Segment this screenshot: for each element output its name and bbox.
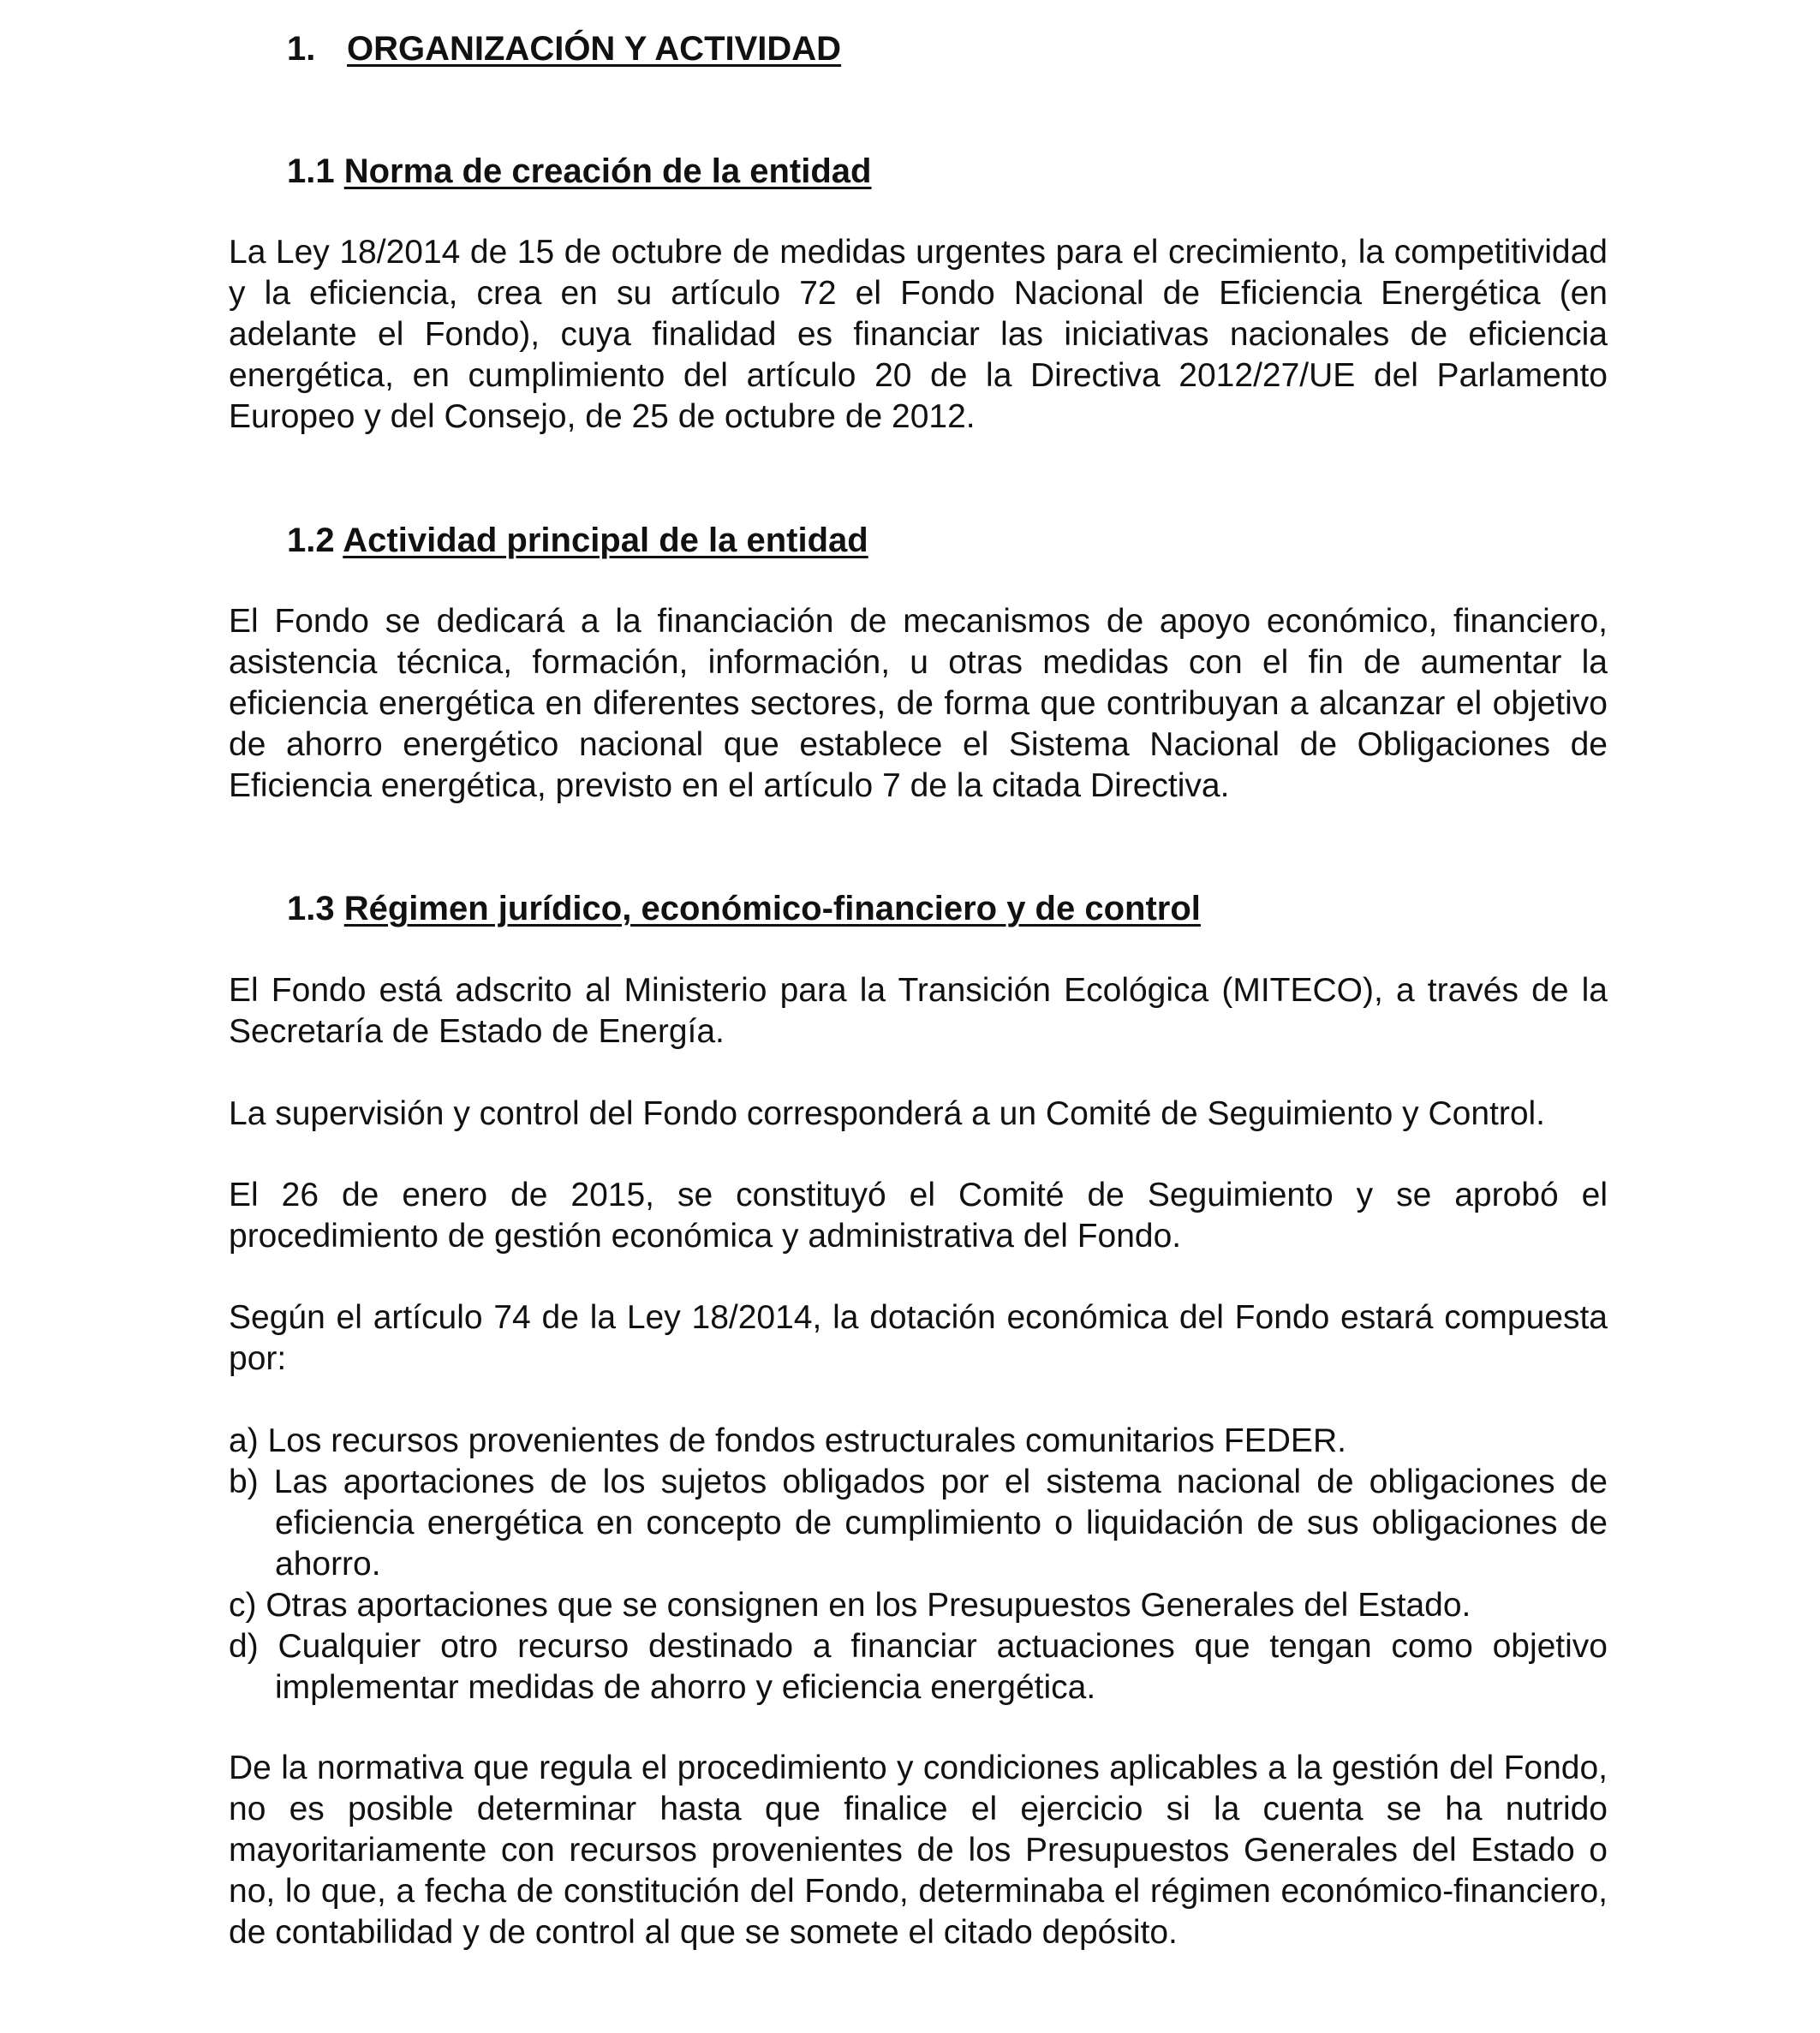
list-item: a) Los recursos provenientes de fondos estructurales comunitarios FEDER. xyxy=(229,1422,1346,1459)
subsection-1-1-heading xyxy=(287,151,871,192)
subsection-1-2-title: Actividad principal de la entidad xyxy=(343,522,868,559)
list-item: d) Cualquier otro recurso destinado a financiar actuaciones que tengan como objetivo implementar medidas de ahorro y eficiencia energética. xyxy=(229,1628,1608,1706)
subsection-1-1-number: 1.1 xyxy=(287,152,335,190)
subsection-1-3-paragraph-1: El Fondo está adscrito al Ministerio para la Transición Ecológica (MITECO), a través de la Secretaría de Estado de Energía. xyxy=(229,972,1608,1050)
subsection-1-3-title: Régimen jurídico, económico-financiero y de control xyxy=(343,890,1201,927)
funding-sources-list xyxy=(229,1421,1608,1708)
subsection-1-2-heading xyxy=(287,520,868,561)
subsection-1-3-paragraph-3: El 26 de enero de 2015, se constituyó el Comité de Seguimiento y se aprobó el procedimiento de gestión económica y administrativa del Fondo. xyxy=(229,1177,1608,1255)
subsection-1-3-paragraph-2: La supervisión y control del Fondo corresponderá a un Comité de Seguimiento y Control. xyxy=(229,1095,1546,1132)
section-heading xyxy=(287,28,841,69)
subsection-1-3-heading xyxy=(287,888,1201,929)
subsection-1-1-title: Norma de creación de la entidad xyxy=(343,152,872,190)
section-title: ORGANIZACIÓN Y ACTIVIDAD xyxy=(347,30,842,68)
subsection-1-1-paragraph: La Ley 18/2014 de 15 de octubre de medidas urgentes para el crecimiento, la competitividad y la eficiencia, crea en su artículo 72 el Fondo Nacional de Eficiencia Energética (en adelante el Fondo), cuya finalidad es financiar las iniciativas nacionales de eficiencia energética, en cumplimiento del artículo 20 de la Directiva 2012/27/UE del Parlamento Europeo y del Consejo, de 25 de octubre de 2012. xyxy=(229,234,1608,435)
subsection-1-3-paragraph-4: Según el artículo 74 de la Ley 18/2014, la dotación económica del Fondo estará compuesta por: xyxy=(229,1299,1608,1377)
list-item: b) Las aportaciones de los sujetos obligados por el sistema nacional de obligaciones de eficiencia energética en concepto de cumplimiento o liquidación de sus obligaciones de ahorro. xyxy=(229,1464,1608,1583)
subsection-1-3-paragraph-5: De la normativa que regula el procedimiento y condiciones aplicables a la gestión del Fondo, no es posible determinar hasta que finalice el ejercicio si la cuenta se ha nutrido mayoritariamente con recursos provenientes de los Presupuestos Generales del Estado o no, lo que, a fecha de constitución del Fondo, determinaba el régimen económico-financiero, de contabilidad y de control al que se somete el citado depósito. xyxy=(229,1750,1608,1951)
subsection-1-2-number: 1.2 xyxy=(287,522,335,559)
section-number: 1. xyxy=(287,30,316,68)
list-item: c) Otras aportaciones que se consignen en los Presupuestos Generales del Estado. xyxy=(229,1587,1471,1624)
subsection-1-2-paragraph: El Fondo se dedicará a la financiación de mecanismos de apoyo económico, financiero, asistencia técnica, formación, información, u otras medidas con el fin de aumentar la eficiencia energética en diferentes sectores, de forma que contribuyan a alcanzar el objetivo de ahorro energético nacional que establece el Sistema Nacional de Obligaciones de Eficiencia energética, previsto en el artículo 7 de la citada Directiva. xyxy=(229,603,1608,804)
subsection-1-3-number: 1.3 xyxy=(287,890,335,927)
